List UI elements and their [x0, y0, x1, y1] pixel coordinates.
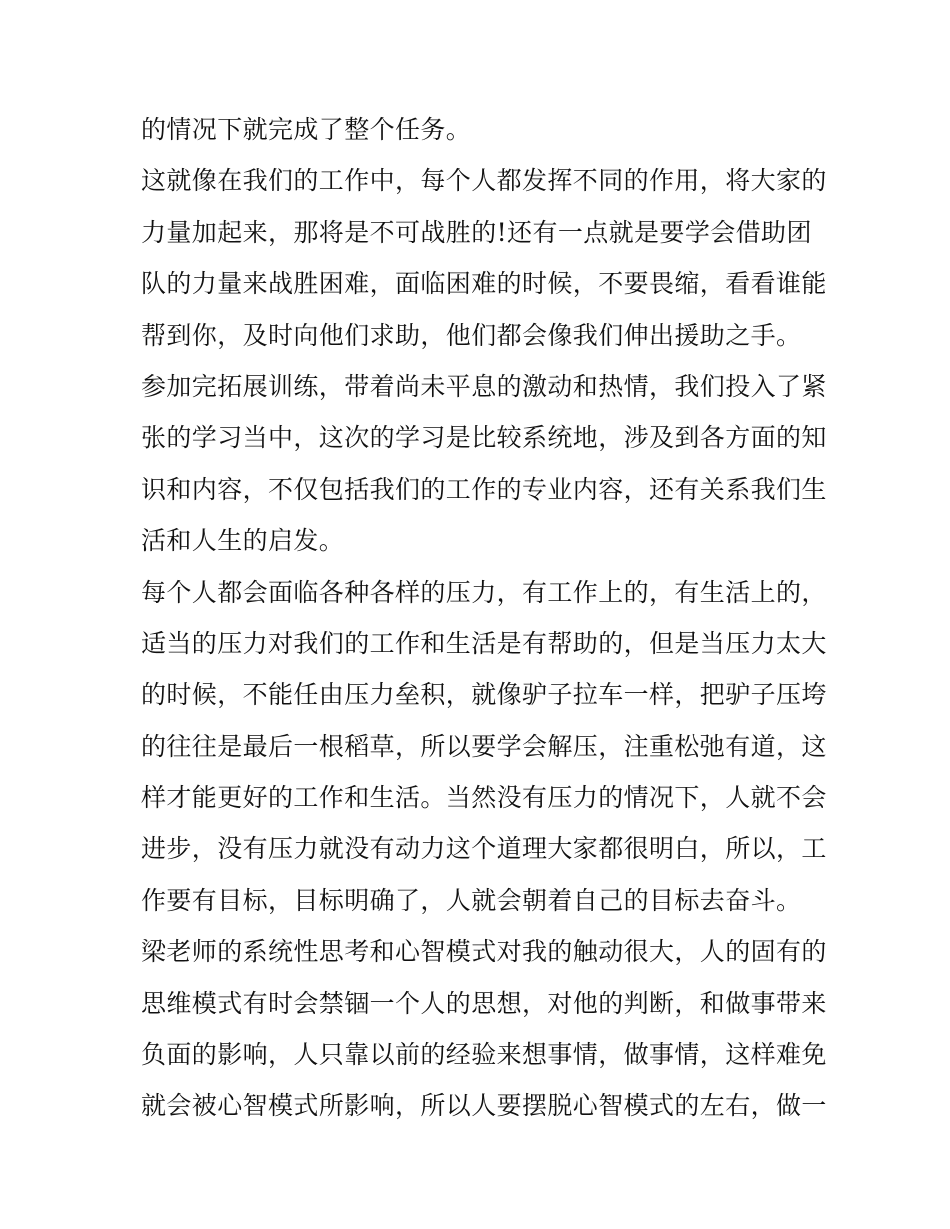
text-line: 梁老师的系统性思考和心智模式对我的触动很大，人的固有的: [141, 937, 827, 967]
text-line: 思维模式有时会禁锢一个人的思想，对他的判断，和做事带来: [141, 988, 827, 1018]
text-line: 样才能更好的工作和生活。当然没有压力的情况下，人就不会: [141, 783, 827, 813]
text-line: 力量加起来，那将是不可战胜的!还有一点就是要学会借助团: [141, 217, 812, 247]
body-text: [141, 104, 827, 1132]
text-line: 这就像在我们的工作中，每个人都发挥不同的作用，将大家的: [141, 166, 827, 196]
text-line: 张的学习当中，这次的学习是比较系统地，涉及到各方面的知: [141, 423, 827, 453]
text-line: 识和内容，不仅包括我们的工作的专业内容，还有关系我们生: [141, 474, 827, 504]
text-line: 适当的压力对我们的工作和生活是有帮助的，但是当压力太大: [141, 628, 827, 658]
text-line: 的时候，不能任由压力垒积，就像驴子拉车一样，把驴子压垮: [141, 680, 827, 710]
text-line: 的情况下就完成了整个任务。: [141, 115, 472, 144]
text-line: 每个人都会面临各种各样的压力，有工作上的，有生活上的，: [141, 577, 827, 607]
text-line: 帮到你，及时向他们求助，他们都会像我们伸出援助之手。: [141, 320, 802, 350]
text-line: 负面的影响，人只靠以前的经验来想事情，做事情，这样难免: [141, 1040, 827, 1070]
text-line: 队的力量来战胜困难，面临困难的时候，不要畏缩，看看谁能: [141, 269, 827, 299]
text-line: 作要有目标，目标明确了，人就会朝着自己的目标去奋斗。: [141, 885, 802, 915]
text-line: 参加完拓展训练，带着尚未平息的激动和热情，我们投入了紧: [141, 371, 827, 401]
text-line: 就会被心智模式所影响，所以人要摆脱心智模式的左右，做一: [141, 1091, 827, 1121]
text-line: 的往往是最后一根稻草，所以要学会解压，注重松弛有道，这: [141, 731, 827, 761]
text-line: 活和人生的启发。: [141, 526, 345, 556]
text-line: 进步，没有压力就没有动力这个道理大家都很明白，所以，工: [141, 834, 827, 864]
